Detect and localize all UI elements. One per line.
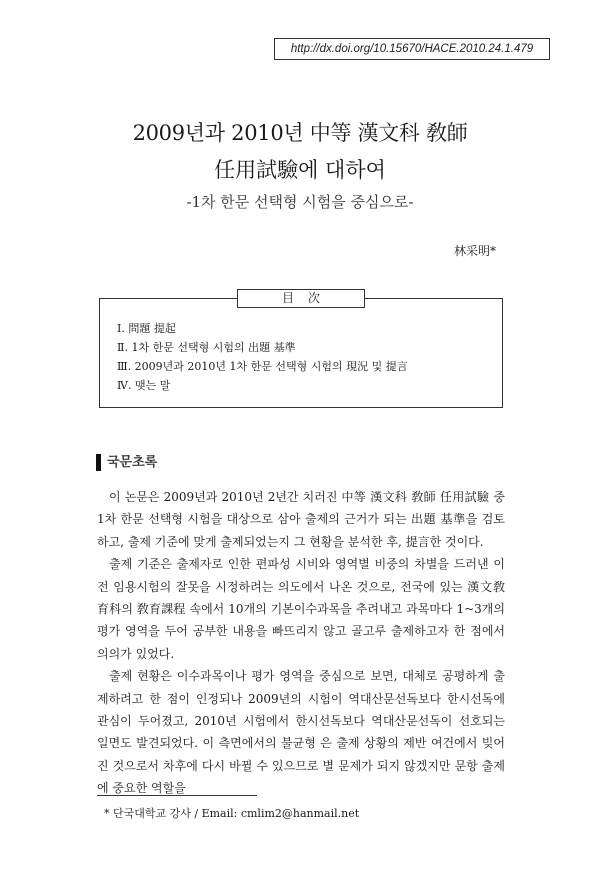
section-marker-icon [96, 454, 101, 471]
toc-item-2: Ⅱ. 1차 한문 선택형 시험의 出題 基準 [117, 341, 296, 354]
abstract-paragraph-3: 출제 현황은 이수과목이나 평가 영역을 중심으로 보면, 대체로 공평하게 출제하려고 한 점이 인정되나 2009년의 시험이 역대산문선독보다 한시선독에 관심이 두어졌고, 2010년 시험에서 한시선독보다 역대산문선독이 선호되는 일면도 발견되었다. 이 측면에서의 불균형 은 출제 상황의 제반 여건에서 빚어진 것으로서 차후에 다시 바뀔 수 있으므로 별 문제가 되지 않겠지만 문항 출제에 중요한 역할을 [97, 669, 505, 796]
author-name: 林采明* [453, 244, 496, 258]
toc-item-4: Ⅳ. 맺는 말 [117, 379, 171, 392]
paper-title-line-2: 任用試驗에 대하여 [214, 158, 386, 182]
footnote: * 단국대학교 강사 / Email: cmlim2@hanmail.net [104, 807, 360, 820]
paper-title-line-1: 2009년과 2010년 中等 漢文科 敎師 [132, 121, 468, 145]
toc-item-3: Ⅲ. 2009년과 2010년 1차 한문 선택형 시험의 現況 및 提言 [117, 360, 408, 373]
toc-heading: 目次 [237, 289, 365, 308]
toc-item-1: Ⅰ. 問題 提起 [117, 322, 176, 335]
abstract-heading: 국문초록 [107, 455, 158, 470]
abstract-paragraph-1: 이 논문은 2009년과 2010년 2년간 치러진 中等 漢文科 敎師 任用試驗 중 1차 한문 선택형 시험을 대상으로 삼아 출제의 근거가 되는 出題 基準을 검토하고, 출제 기준에 맞게 출제되었는지 그 현황을 분석한 후, 提言한 것이다. [97, 490, 505, 549]
toc-list [117, 319, 408, 395]
abstract-body [97, 486, 505, 800]
doi-link[interactable]: http://dx.doi.org/10.15670/HACE.2010.24.1.479 [274, 38, 550, 60]
abstract-paragraph-2: 출제 기준은 출제자로 인한 편파성 시비와 영역별 비중의 차별을 드러낸 이전 임용시험의 잘못을 시정하려는 의도에서 나온 것으로, 전국에 있는 漢文敎育科의 敎育課程 속에서 10개의 기본이수과목을 추려내고 과목마다 1~3개의 평가 영역을 두어 공부한 내용을 빠뜨리지 않고 골고루 출제하고자 한 점에서 의의가 있었다. [97, 557, 505, 661]
footnote-divider [97, 795, 257, 796]
paper-subtitle: -1차 한문 선택형 시험을 중심으로- [186, 193, 414, 211]
